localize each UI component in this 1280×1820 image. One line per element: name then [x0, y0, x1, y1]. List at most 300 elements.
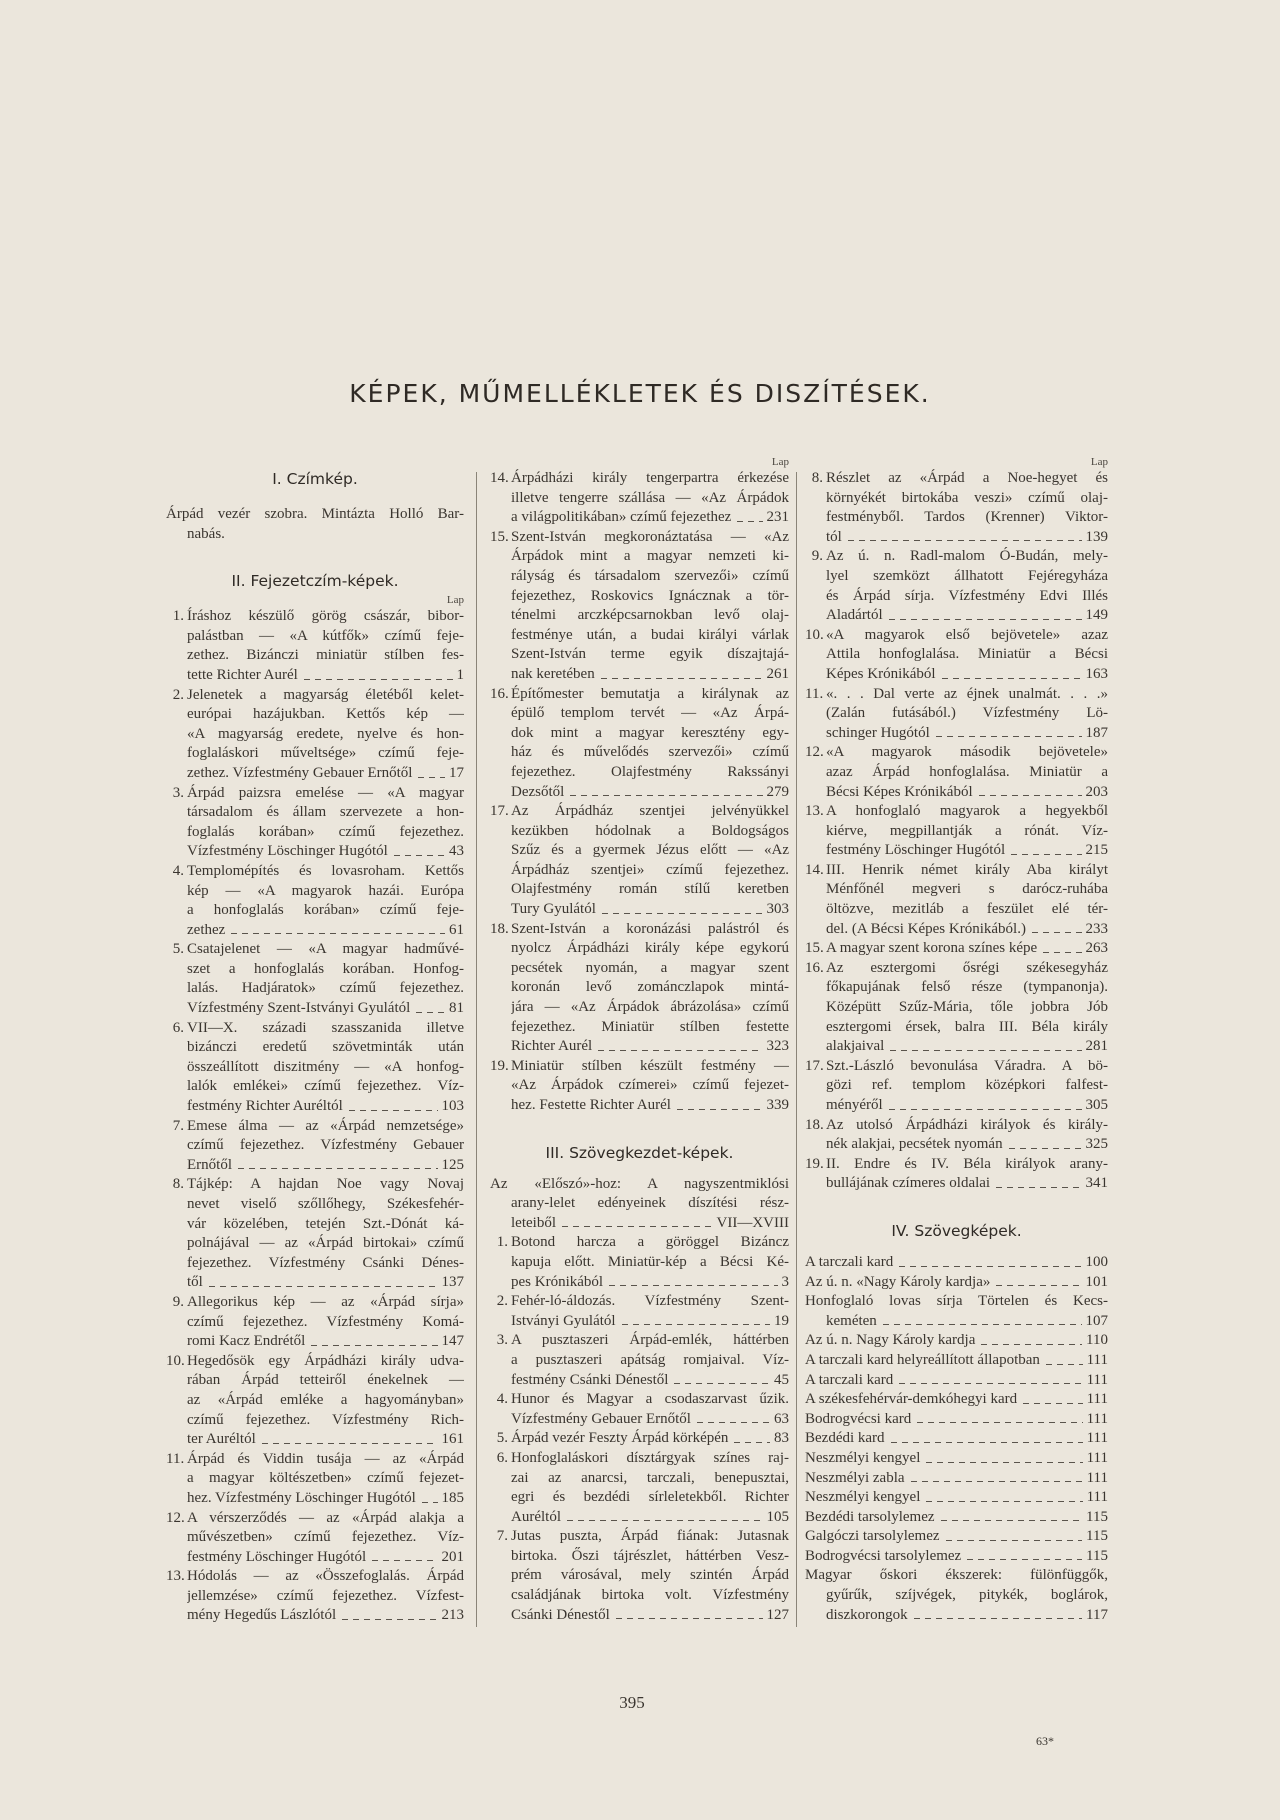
entry-text: del. (A Bécsi Képes Krónikából.) — [826, 920, 1026, 937]
entry-line: czímű fejezethez. Vízfestmény Gebauer — [187, 1137, 464, 1154]
entry-number: 13. — [166, 1568, 185, 1585]
entry-line: kapuja előtt. Miniatür-kép a Bécsi Ké- — [511, 1253, 789, 1270]
index-entry — [805, 802, 1108, 861]
entry-line — [805, 1253, 1108, 1273]
entry-number: 14. — [805, 861, 824, 878]
section-heading: II. Fejezetczím-képek. — [231, 572, 399, 591]
entry-text: Az ú. n. Nagy Károly kardja — [805, 1332, 976, 1349]
index-entry — [490, 685, 789, 803]
index-entry — [166, 784, 464, 862]
entry-line: gyűrűk, szíjvégek, pitykék, boglárok, — [826, 1587, 1108, 1604]
index-entry — [166, 1567, 464, 1626]
entry-line: foglalás korában» czímű fejezethez. — [187, 823, 464, 840]
dash-leader — [1009, 1148, 1082, 1149]
entry-line: «. . . Dal verte az éjnek unalmát. . . .» — [826, 685, 1108, 702]
entry-line: Az utolsó Árpádházi királyok és király- — [826, 1116, 1108, 1133]
entry-line: a honfoglalás korában» czímű feje- — [187, 902, 464, 919]
page-reference: 111 — [1086, 1430, 1108, 1447]
index-entry — [805, 1410, 1108, 1430]
entry-line: VII—X. századi szasszanida illetve — [187, 1019, 464, 1036]
entry-line: Botond harcza a göröggel Bizáncz — [511, 1234, 789, 1251]
entry-line: pecsétek nyomán, a magyar szent — [511, 959, 789, 976]
section-heading: III. Szövegkezdet-képek. — [545, 1143, 734, 1162]
entry-text: Istványi Gyulától — [511, 1312, 616, 1329]
page-reference: 101 — [1085, 1273, 1108, 1290]
entry-line: Árpád paizsra emelése — «A magyar — [187, 784, 464, 801]
page-reference: 231 — [766, 509, 789, 526]
page-reference: 61 — [449, 921, 464, 938]
dash-leader — [570, 795, 762, 796]
entry-text: nak keretében — [511, 665, 595, 682]
dash-leader — [899, 1266, 1081, 1267]
entry-line: öltözve, mezitláb a feszület elé tér- — [826, 901, 1108, 918]
entry-line: rában Árpád tetteiről énekelnek — — [187, 1372, 464, 1389]
entry-number: 12. — [805, 744, 824, 761]
page-reference: 323 — [766, 1038, 789, 1055]
entry-number: 1. — [496, 1234, 508, 1251]
entry-line: összeállított diszitmény — «A honfog- — [187, 1058, 464, 1075]
page-reference: 185 — [441, 1489, 464, 1506]
entry-line: A pusztaszeri Árpád-emlék, háttérben — [511, 1332, 789, 1349]
entry-number: 8. — [172, 1176, 184, 1193]
entry-text: leteiből — [511, 1214, 556, 1231]
index-entry — [490, 1527, 789, 1625]
entry-number: 15. — [805, 940, 824, 957]
entry-line — [826, 665, 1108, 685]
dash-leader — [946, 1540, 1083, 1541]
entry-line: jára — «Az Árpádok ábrázolása» czímű — [511, 999, 789, 1016]
entry-number: 5. — [172, 941, 184, 958]
entry-number: 7. — [496, 1528, 508, 1545]
entry-text: Vízfestmény Szent-Istványi Gyulától — [187, 1000, 411, 1017]
entry-line: jellemzése» czímű fejezethez. Vízfest- — [187, 1587, 464, 1604]
entry-line: Miniatür stílben készült festmény — — [511, 1057, 789, 1074]
entry-line — [826, 841, 1108, 861]
page-reference: 149 — [1085, 607, 1108, 624]
page-reference: 19 — [774, 1312, 789, 1329]
index-entry — [166, 1352, 464, 1450]
page-reference: 137 — [441, 1274, 464, 1291]
index-entry — [490, 1429, 789, 1449]
entry-text: schinger Hugótól — [826, 724, 930, 741]
entry-line — [805, 1429, 1108, 1449]
index-entry — [490, 920, 789, 1057]
entry-number: 4. — [172, 862, 184, 879]
entry-line: egri és bezdédi sírleletekből. Richter — [511, 1489, 789, 1506]
entry-number: 1. — [172, 608, 184, 625]
index-entry — [805, 861, 1108, 939]
index-entry — [805, 547, 1108, 625]
entry-line — [826, 528, 1108, 548]
entry-line — [805, 1488, 1108, 1508]
page-column-label: Lap — [771, 456, 789, 468]
index-entry — [805, 939, 1108, 959]
index-entry — [805, 1469, 1108, 1489]
entry-line — [187, 842, 464, 862]
index-entry — [805, 685, 1108, 744]
entry-text: Aladártól — [826, 607, 883, 624]
page-column-label: Lap — [1090, 456, 1108, 468]
entry-number: 11. — [166, 1450, 185, 1467]
dash-leader — [622, 1324, 770, 1325]
page-reference: 45 — [774, 1371, 789, 1388]
entry-line: Szűz és a gyermek Jézus előtt — «Az — [511, 842, 789, 859]
dash-leader — [996, 1187, 1081, 1188]
index-entry — [805, 1449, 1108, 1469]
page-reference: 147 — [441, 1333, 464, 1350]
entry-line: vár közelében, tetején Szt.-Dónát ká- — [187, 1215, 464, 1232]
page-reference: 163 — [1085, 665, 1108, 682]
entry-line — [826, 1096, 1108, 1116]
entry-line — [187, 1489, 464, 1509]
page-reference: 83 — [774, 1430, 789, 1447]
entry-line — [511, 508, 789, 528]
page-reference: 100 — [1085, 1253, 1108, 1270]
entry-line — [187, 1156, 464, 1176]
dash-leader — [911, 1481, 1083, 1482]
entry-line — [187, 764, 464, 784]
page-reference: 111 — [1086, 1410, 1108, 1427]
index-entry — [166, 1509, 464, 1568]
entry-line: A vérszerződés — az «Árpád alakja a — [187, 1509, 464, 1526]
entry-line: Középütt Szűz-Mária, tőle jobbra Jób — [826, 999, 1108, 1016]
dash-leader — [737, 521, 762, 522]
entry-number: 6. — [496, 1449, 508, 1466]
entry-line: az «Árpád emléke a hagyományban» — [187, 1391, 464, 1408]
index-entry — [805, 1508, 1108, 1528]
page-reference: 233 — [1085, 920, 1108, 937]
entry-line: társadalom és állam szervezete a hon- — [187, 804, 464, 821]
entry-text: festmény Löschinger Hugótól — [826, 842, 1006, 859]
entry-text: Az ú. n. «Nagy Károly kardja» — [805, 1273, 991, 1290]
entry-number: 3. — [172, 784, 184, 801]
entry-text: ter Auréltól — [187, 1431, 256, 1448]
index-entry — [490, 1292, 789, 1331]
entry-line: foglaláskori műveltsége» czímű feje- — [187, 745, 464, 762]
index-entry — [166, 1117, 464, 1176]
entry-line: művészetben» czímű fejezethez. Víz- — [187, 1529, 464, 1546]
entry-text: A tarczali kard — [805, 1253, 894, 1270]
dash-leader — [967, 1559, 1082, 1560]
page-reference: 3 — [781, 1273, 789, 1290]
entry-line: szet a honfoglalás korában. Honfog- — [187, 960, 464, 977]
entry-line: A honfoglaló magyarok a hegyekből — [826, 803, 1108, 820]
index-entry — [166, 940, 464, 1018]
index-entry — [805, 626, 1108, 685]
entry-text: A tarczali kard helyreállított állapotban — [805, 1351, 1040, 1368]
page-reference: 105 — [766, 1508, 789, 1525]
entry-line: Szent-István a koronázási palástról és — [511, 920, 789, 937]
entry-line — [511, 1312, 789, 1332]
entry-line: fejezethez. Olajfestmény Rakssányi — [511, 763, 789, 780]
index-entry — [805, 469, 1108, 547]
page-reference: 303 — [766, 901, 789, 918]
entry-line: palástban — «A kútfők» czímű feje- — [187, 627, 464, 644]
entry-line: polnájával — az «Árpád birtokai» czímű — [187, 1235, 464, 1252]
entry-line: koronán levő zománczlapok mintá- — [511, 979, 789, 996]
entry-line: Honfoglaló lovas sírja Törtelen és Kecs- — [805, 1293, 1108, 1310]
entry-line: fejezethez. Vízfestmény Csánki Dénes- — [187, 1254, 464, 1271]
entry-number: 18. — [490, 920, 509, 937]
entry-line: II. Endre és IV. Béla királyok arany- — [826, 1155, 1108, 1172]
index-entry — [490, 1449, 789, 1527]
index-entry — [490, 802, 789, 920]
dash-leader — [926, 1501, 1082, 1502]
page-reference: 203 — [1085, 783, 1108, 800]
page-reference: 263 — [1085, 940, 1108, 957]
page-reference: 111 — [1086, 1391, 1108, 1408]
page-reference: 63 — [774, 1410, 789, 1427]
index-entry — [805, 1488, 1108, 1508]
dash-leader — [1046, 1364, 1083, 1365]
page-reference: 325 — [1085, 1136, 1108, 1153]
entry-number: 8. — [811, 470, 823, 486]
page-reference: 43 — [449, 843, 464, 860]
entry-number: 17. — [805, 1057, 824, 1074]
dash-leader — [936, 736, 1082, 737]
entry-text: festmény Richter Auréltól — [187, 1098, 343, 1115]
dash-leader — [891, 1442, 1083, 1443]
entry-number: 2. — [496, 1293, 508, 1310]
index-entry — [166, 607, 464, 685]
index-column-2 — [490, 455, 789, 1625]
dash-leader — [394, 855, 445, 856]
dash-leader — [562, 1226, 713, 1227]
entry-line — [805, 1273, 1108, 1293]
index-entry — [805, 1371, 1108, 1391]
page-reference: 213 — [441, 1607, 464, 1624]
index-entry — [166, 862, 464, 940]
entry-line: a pusztaszeri apátság romjaival. Víz- — [511, 1351, 789, 1368]
entry-line: Templomépítés és lovasroham. Kettős — [187, 862, 464, 879]
entry-text: tette Richter Aurél — [187, 666, 298, 683]
entry-line — [805, 1449, 1108, 1469]
entry-line: Árpádok mint a magyar nemzeti ki- — [511, 548, 789, 565]
entry-line — [826, 939, 1108, 959]
page-reference: 187 — [1085, 724, 1108, 741]
page-reference: 339 — [766, 1097, 789, 1113]
entry-text: zethez — [187, 921, 226, 938]
entry-line: «A magyarok második bejövetele» — [826, 744, 1108, 761]
index-entry — [805, 1527, 1108, 1547]
entry-line — [826, 783, 1108, 803]
dash-leader — [979, 795, 1082, 796]
dash-leader — [609, 1285, 777, 1286]
index-entry — [166, 505, 464, 544]
page-reference: 115 — [1086, 1547, 1108, 1564]
entry-line: «A magyarok első bejövetele» azaz — [826, 626, 1108, 643]
index-entry — [490, 1331, 789, 1390]
entry-text: keméten — [826, 1312, 877, 1329]
dash-leader — [262, 1443, 438, 1444]
entry-line: prém városával, mely szintén Árpád — [511, 1567, 789, 1584]
page-title: KÉPEK, MŰMELLÉKLETEK ÉS DISZÍTÉSEK. — [349, 379, 931, 408]
entry-line: Fehér-ló-áldozás. Vízfestmény Szent- — [511, 1293, 789, 1310]
entry-line — [187, 1548, 464, 1568]
entry-number: 18. — [805, 1116, 824, 1133]
entry-line — [187, 666, 464, 686]
dash-leader — [209, 1286, 438, 1287]
entry-text: hez. Vízfestmény Löschinger Hugótól — [187, 1489, 416, 1506]
entry-line: Árpád vezér szobra. Mintázta Holló Bar- — [166, 506, 464, 522]
entry-line — [187, 921, 464, 941]
entry-line: nabás. — [187, 525, 225, 542]
entry-line — [511, 1429, 789, 1449]
entry-text: Dezsőtől — [511, 783, 565, 800]
entry-text: romi Kacz Endrétől — [187, 1333, 306, 1350]
entry-text: Árpád vezér Feszty Árpád körképén — [511, 1430, 729, 1447]
entry-text: Neszmélyi zabla — [805, 1469, 905, 1486]
entry-text: Galgóczi tarsolylemez — [805, 1528, 940, 1545]
entry-line: bizánczi eredetű szövetminták után — [187, 1039, 464, 1056]
dash-leader — [1011, 854, 1081, 855]
entry-text: Auréltól — [511, 1508, 561, 1525]
page-reference: 111 — [1086, 1449, 1108, 1466]
entry-text: Richter Aurél — [511, 1038, 593, 1055]
entry-line — [805, 1469, 1108, 1489]
entry-text: a világpolitikában» czímű fejezethez — [511, 509, 732, 526]
dash-leader — [598, 1050, 762, 1051]
index-entry — [490, 1057, 789, 1116]
index-entry — [805, 1155, 1108, 1194]
column-divider — [476, 472, 477, 1627]
entry-text: Vízfestmény Löschinger Hugótól — [187, 843, 388, 860]
page-reference: 111 — [1086, 1469, 1108, 1486]
dash-leader — [601, 678, 763, 679]
entry-line: Szent-István terme egyik díszajtajá- — [511, 646, 789, 663]
entry-number: 19. — [490, 1057, 509, 1074]
entry-text: bullájának czímeres oldalai — [826, 1175, 991, 1192]
page-reference: 110 — [1086, 1332, 1108, 1349]
page-number: 395 — [619, 1693, 645, 1712]
entry-number: 19. — [805, 1155, 824, 1172]
entry-line — [511, 1410, 789, 1430]
dash-leader — [674, 1383, 770, 1384]
column-divider — [796, 472, 797, 1627]
entry-line: kép — «A magyarok hazái. Európa — [187, 882, 464, 899]
dash-leader — [304, 679, 453, 680]
entry-line: Árpád és Viddin tusája — az «Árpád — [187, 1450, 464, 1467]
page-reference: 111 — [1086, 1371, 1108, 1388]
printer-signature-mark: 63* — [1036, 1734, 1054, 1748]
section-heading: I. Czímkép. — [272, 470, 358, 488]
entry-line: dok mint a magyar keresztény egy- — [511, 724, 789, 741]
page-reference: 341 — [1085, 1175, 1108, 1192]
entry-text: zethez. Vízfestmény Gebauer Ernőtől — [187, 764, 413, 781]
entry-line: Olajfestmény román stílű keretben — [511, 881, 789, 898]
page-reference: 115 — [1086, 1528, 1108, 1545]
entry-line: európai hazájukban. Kettős kép — — [187, 706, 464, 723]
entry-line: III. Henrik német király Aba királyt — [826, 861, 1108, 878]
entry-text: alakjaival — [826, 1038, 885, 1055]
entry-line: a magyar költészetben» czímű fejezet- — [187, 1470, 464, 1487]
entry-text: A magyar szent korona színes képe — [826, 940, 1038, 957]
page-reference: 17 — [449, 764, 464, 781]
index-column-3 — [805, 455, 1108, 1625]
page-reference: 111 — [1086, 1489, 1108, 1506]
page-reference: 127 — [766, 1606, 789, 1623]
entry-line: Árpádház szentjei» czímű fejezethez. — [511, 861, 789, 878]
entry-line — [826, 1606, 1108, 1626]
dash-leader — [917, 1422, 1082, 1423]
entry-line: fejezethez. Miniatür stílben festette — [511, 1018, 789, 1035]
entry-line: környékét birtokába veszi» czímű olaj- — [826, 489, 1108, 506]
entry-line — [805, 1351, 1108, 1371]
entry-line — [511, 665, 789, 685]
dash-leader — [311, 1345, 437, 1346]
entry-line: épülő templom tervét — «Az Árpá- — [511, 705, 789, 722]
entry-text: nék alakjai, pecsétek nyomán — [826, 1136, 1003, 1153]
entry-line — [805, 1508, 1108, 1528]
page-reference: 107 — [1085, 1312, 1108, 1329]
entry-number: 9. — [811, 548, 823, 565]
index-entry — [490, 1175, 789, 1234]
entry-text: től — [187, 1274, 203, 1291]
page-reference: 117 — [1086, 1606, 1108, 1623]
entry-line — [826, 1037, 1108, 1057]
entry-line: kezükben hódolnak a Boldogságos — [511, 822, 789, 839]
page-reference: 201 — [441, 1548, 464, 1565]
entry-text: Bodrogvécsi tarsolylemez — [805, 1547, 962, 1564]
dash-leader — [734, 1442, 770, 1443]
index-entry — [805, 1273, 1108, 1293]
entry-line — [826, 1135, 1108, 1155]
page-reference: 305 — [1085, 1097, 1108, 1113]
index-entry — [805, 1292, 1108, 1331]
page-reference: 103 — [441, 1098, 464, 1115]
entry-text: Csánki Dénestől — [511, 1606, 610, 1623]
entry-line: birtoka. Őszi tájrészlet, háttérben Vesz- — [511, 1547, 789, 1564]
entry-line: (Zalán futásából.) Vízfestmény Lö- — [826, 705, 1108, 722]
page-reference: 215 — [1085, 842, 1108, 859]
dash-leader — [372, 1560, 437, 1561]
entry-line: Árpádházi király tengerpartra érkezése — [511, 470, 789, 486]
dash-leader — [349, 1110, 438, 1111]
entry-number: 13. — [805, 803, 824, 820]
entry-line — [805, 1527, 1108, 1547]
dash-leader — [238, 1168, 438, 1169]
dash-leader — [914, 1618, 1082, 1619]
page-reference: 261 — [766, 665, 789, 682]
index-entry — [166, 1019, 464, 1117]
index-entry — [166, 1450, 464, 1509]
entry-line — [511, 1606, 789, 1626]
index-entry — [490, 1390, 789, 1429]
entry-line: ház és művelődés szervezői» czímű — [511, 744, 789, 761]
entry-line: Szt.-László bevonulása Váradra. A bö- — [826, 1057, 1108, 1074]
entry-line: Allegorikus kép — az «Árpád sírja» — [187, 1293, 464, 1310]
entry-line: Emese álma — az «Árpád nemzetsége» — [187, 1117, 464, 1134]
entry-text: Vízfestmény Gebauer Ernőtől — [511, 1410, 691, 1427]
entry-line — [187, 999, 464, 1019]
entry-text: A tarczali kard — [805, 1371, 894, 1388]
entry-text: hez. Festette Richter Aurél — [511, 1097, 671, 1113]
entry-text: A székesfehérvár-demkóhegyi kard — [805, 1391, 1018, 1408]
entry-line: nyolcz Árpádházi király képe egykorú — [511, 940, 789, 957]
dash-leader — [602, 913, 763, 914]
entry-line: «Az Árpádok czímerei» czímű fejezet- — [511, 1077, 789, 1094]
entry-line — [187, 1606, 464, 1626]
index-entry — [166, 1293, 464, 1352]
entry-number: 16. — [805, 959, 824, 976]
index-entry — [805, 1429, 1108, 1449]
entry-number: 4. — [496, 1391, 508, 1408]
entry-text: festmény Löschinger Hugótól — [187, 1548, 367, 1565]
entry-line: ténelmi arczképcsarnokban levő olaj- — [511, 607, 789, 624]
dash-leader — [416, 1012, 445, 1013]
entry-text: Tury Gyulától — [511, 901, 596, 918]
entry-line: zai az anarcsi, tarczali, benepusztai, — [511, 1469, 789, 1486]
